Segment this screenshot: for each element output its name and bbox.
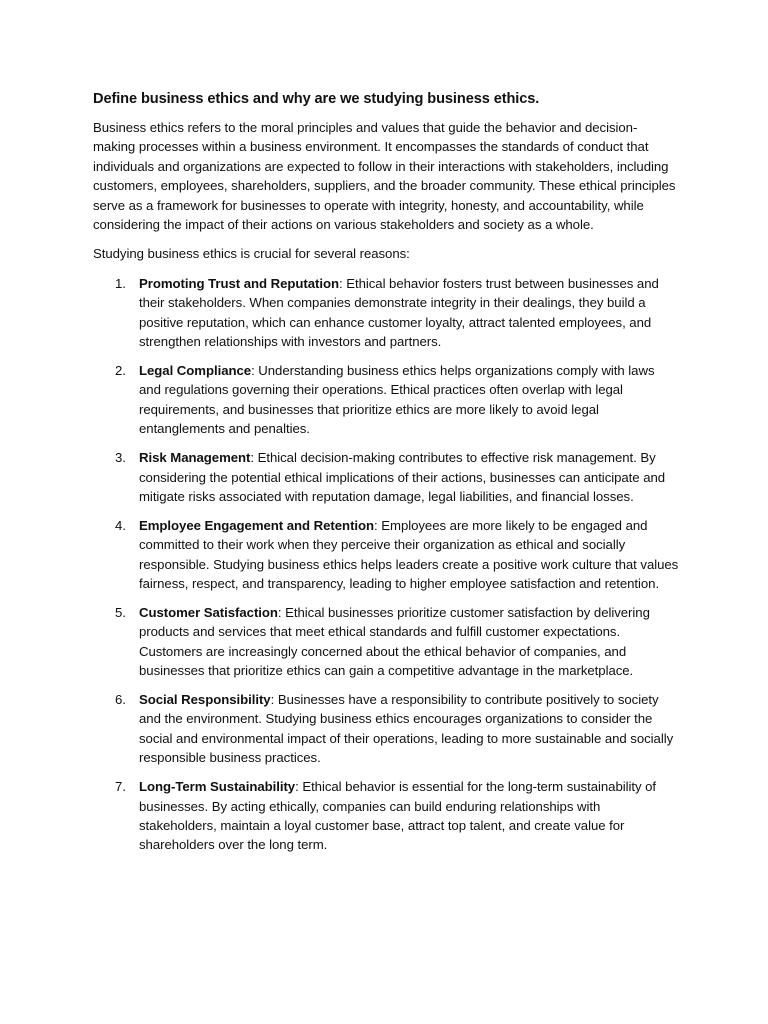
list-item-number: 2. xyxy=(115,362,126,378)
list-item xyxy=(93,274,679,352)
list-item-term: Customer Satisfaction xyxy=(139,604,278,620)
reasons-list xyxy=(93,274,679,855)
list-item xyxy=(93,448,679,506)
list-item-text: : Understanding business ethics helps organizations comply with laws and regulations governing their operations. Ethical practices often overlap with legal requirements, and businesses that prioritize ethics are more likely to avoid legal entanglements and penalties. xyxy=(139,362,655,437)
list-item-term: Promoting Trust and Reputation xyxy=(139,275,339,291)
intro-paragraph: Business ethics refers to the moral principles and values that guide the behavior and decision-making processes within a business environment. It encompasses the standards of conduct that individuals and organizations are expected to follow in their interactions with stakeholders, including customers, employees, shareholders, suppliers, and the broader community. These ethical principles serve as a framework for businesses to operate with integrity, honesty, and accountability, while considering the impact of their actions on various stakeholders and society as a whole. xyxy=(93,120,676,233)
list-item-number: 3. xyxy=(115,450,126,466)
list-item-number: 1. xyxy=(115,275,126,291)
list-item-text: : Businesses have a responsibility to contribute positively to society and the environment. Studying business ethics encourages organizations to consider the social and environmental impact of their operations, leading to more sustainable and socially responsible business practices. xyxy=(139,692,674,766)
list-item-term: Risk Management xyxy=(139,450,251,466)
list-item-term: Long-Term Sustainability xyxy=(139,779,296,795)
list-item-term: Social Responsibility xyxy=(139,692,271,708)
list-item-number: 5. xyxy=(115,604,126,620)
list-item-number: 7. xyxy=(115,779,126,795)
list-item-number: 4. xyxy=(115,517,126,533)
list-item-number: 6. xyxy=(115,692,126,708)
list-item-text: : Ethical behavior fosters trust between businesses and their stakeholders. When companies demonstrate integrity in their dealings, they build a positive reputation, which can enhance customer loyalty, attract talented employees, and strengthen relationships with investors and partners. xyxy=(139,275,659,350)
list-item xyxy=(93,516,679,594)
list-item-term: Employee Engagement and Retention xyxy=(139,517,375,533)
list-item-text: : Ethical decision-making contributes to effective risk management. By considering the potential ethical implications of their actions, businesses can anticipate and mitigate risks associated with reputation damage, legal liabilities, and financial losses. xyxy=(139,450,666,504)
list-item-text: : Ethical behavior is essential for the long-term sustainability of businesses. By acting ethically, companies can build enduring relationships with stakeholders, maintain a loyal customer base, attract top talent, and create value for shareholders over the long term. xyxy=(139,779,657,853)
list-item-term: Legal Compliance xyxy=(139,362,252,378)
list-item-text: : Ethical businesses prioritize customer satisfaction by delivering products and services that meet ethical standards and fulfill customer expectations. Customers are increasingly concerned about the ethical behavior of companies, and businesses that prioritize ethics can gain a competitive advantage in the marketplace. xyxy=(139,604,650,679)
list-item xyxy=(93,603,679,681)
reasons-intro: Studying business ethics is crucial for several reasons: xyxy=(93,246,410,262)
list-item xyxy=(93,690,679,768)
document-title: Define business ethics and why are we studying business ethics. xyxy=(93,91,540,107)
list-item xyxy=(93,361,679,439)
document-page xyxy=(93,88,679,864)
list-item xyxy=(93,777,679,855)
list-item-text: : Employees are more likely to be engaged and committed to their work when they perceive their organization as ethical and socially responsible. Studying business ethics helps leaders create a positive work culture that values fairness, respect, and transparency, leading to higher employee satisfaction and retention. xyxy=(139,517,679,592)
